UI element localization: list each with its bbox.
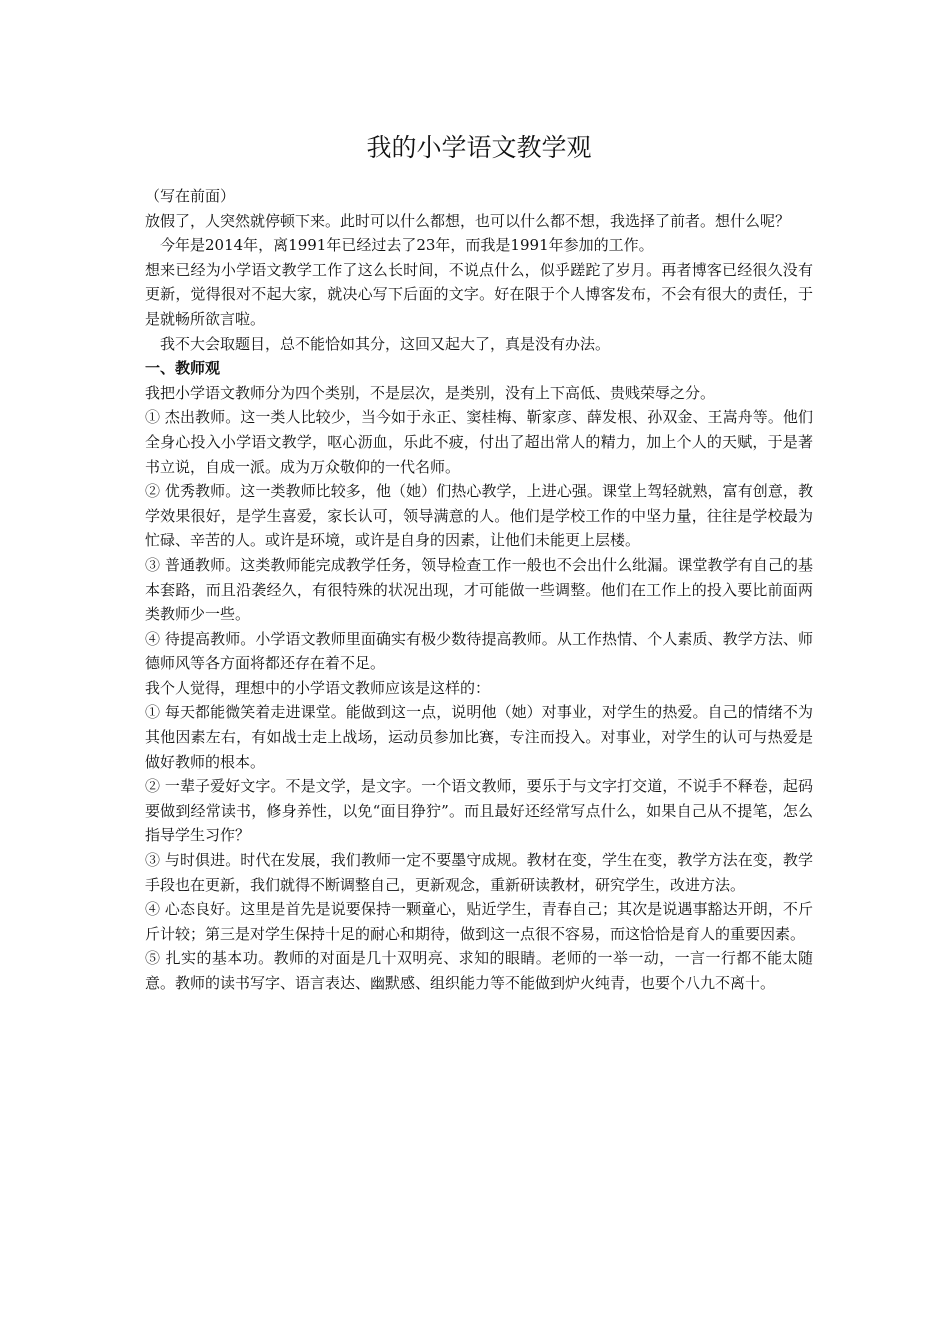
document-title: 我的小学语文教学观 (366, 133, 592, 162)
list-item: ④ 待提高教师。小学语文教师里面确实有极少数待提高教师。从工作热情、个人素质、教学方法、师德师风等各方面将都还存在着不足。 (145, 629, 813, 673)
list-item: ① 杰出教师。这一类人比较少，当今如于永正、窦桂梅、靳家彦、薛发根、孙双金、王嵩舟等。他们全身心投入小学语文教学，呕心沥血，乐此不疲，付出了超出常人的精力，加上个人的天赋，于是著书立说，自成一派。成为万众敬仰的一代名师。 (145, 408, 813, 476)
paragraph: 想来已经为小学语文教学工作了这么长时间，不说点什么，似乎蹉跎了岁月。再者博客已经很久没有更新，觉得很对不起大家，就决心写下后面的文字。好在限于个人博客发布，不会有很大的责任，于是就畅所欲言啦。 (145, 260, 813, 328)
document-body (145, 128, 813, 996)
list-item: ② 一辈子爱好文字。不是文学，是文字。一个语文教师，要乐于与文字打交道，不说手不释卷，起码要做到经常读书，修身养性，以免“面目狰狞”。而且最好还经常写点什么，如果自己从不提笔，怎么指导学生习作？ (145, 777, 813, 845)
preface-label: （写在前面） (145, 187, 236, 205)
paragraph: 放假了，人突然就停顿下来。此时可以什么都想，也可以什么都不想，我选择了前者。想什么呢？ (145, 211, 791, 230)
list-item: ③ 普通教师。这类教师能完成教学任务，领导检查工作一般也不会出什么纰漏。课堂教学有自己的基本套路，而且沿袭经久，有很特殊的状况出现，才可能做一些调整。他们在工作上的投入要比前面两类教师少一些。 (145, 555, 813, 624)
list-item: ① 每天都能微笑着走进课堂。能做到这一点，说明他（她）对事业，对学生的热爱。自己的情绪不为其他因素左右，有如战士走上战场，运动员参加比赛，专注而投入。对事业，对学生的认可与热爱是做好教师的根本。 (145, 703, 813, 771)
list-item: ④ 心态良好。这里是首先是说要保持一颗童心，贴近学生，青春自己；其次是说遇事豁达开朗，不斤斤计较；第三是对学生保持十足的耐心和期待，做到这一点很不容易，而这恰恰是育人的重要因素。 (145, 900, 813, 943)
section-heading: 一、教师观 (145, 359, 221, 378)
paragraph: 我个人觉得，理想中的小学语文教师应该是这样的： (145, 678, 491, 697)
list-item: ③ 与时俱进。时代在发展，我们教师一定不要墨守成规。教材在变，学生在变，教学方法在变，教学手段也在更新，我们就得不断调整自己，更新观念，重新研读教材，研究学生，改进方法。 (145, 851, 813, 894)
paragraph: 我不大会取题目，总不能恰如其分，这回又起大了，真是没有办法。 (160, 334, 611, 353)
list-item: ② 优秀教师。这一类教师比较多，他（她）们热心教学，上进心强。课堂上驾轻就熟，富有创意，教学效果很好，是学生喜爱，家长认可，领导满意的人。他们是学校工作的中坚力量，往往是学校最为忙碌、辛苦的人。或许是环境，或许是自身的因素，让他们未能更上层楼。 (145, 482, 813, 550)
list-item: ⑤ 扎实的基本功。教师的对面是几十双明亮、求知的眼睛。老师的一举一动，一言一行都不能太随意。教师的读书写字、语言表达、幽默感、组织能力等不能做到炉火纯青，也要个八九不离十。 (145, 949, 813, 992)
paragraph: 今年是2014年，离1991年已经过去了23年，而我是1991年参加的工作。 (160, 236, 654, 255)
paragraph: 我把小学语文教师分为四个类别，不是层次，是类别，没有上下高低、贵贱荣辱之分。 (145, 383, 716, 402)
